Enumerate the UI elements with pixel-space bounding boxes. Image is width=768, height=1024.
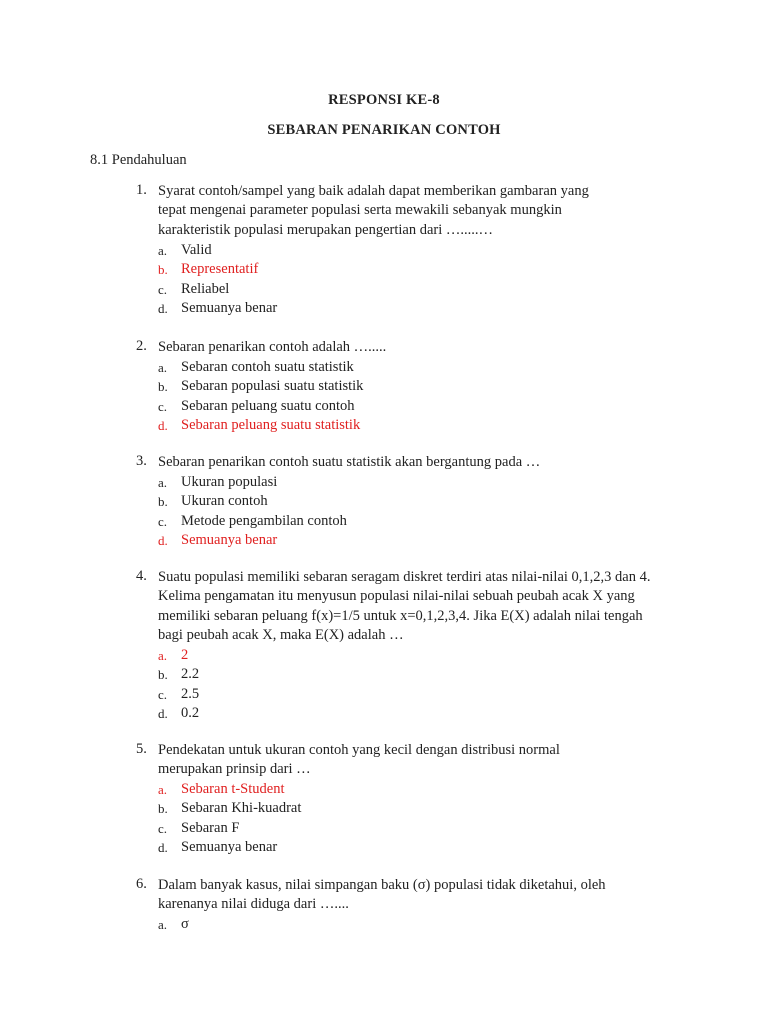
option-letter: a. (158, 360, 168, 375)
option-letter: c. (158, 820, 168, 836)
question-number: 4. (136, 568, 147, 584)
question-number: 2. (136, 338, 147, 354)
question-text-line: Suatu populasi memiliki sebaran seragam diskret terdiri atas nilai-nilai 0,1,2,3 dan 4. (158, 569, 651, 585)
option-letter: c. (158, 398, 168, 414)
question-text (158, 568, 698, 645)
section-heading: 8.1 Pendahuluan (90, 152, 187, 168)
question-text-line: memiliki sebaran peluang f(x)=1/5 untuk x=0,1,2,3,4. Jika E(X) adalah nilai tengah (158, 607, 643, 624)
option-letter: a. (158, 475, 168, 490)
question-text-line: Syarat contoh/sampel yang baik adalah dapat memberikan gambaran yang (158, 183, 589, 199)
question-number: 1. (136, 182, 147, 198)
question-text-line: Pendekatan untuk ukuran contoh yang kecil dengan distribusi normal (158, 742, 560, 758)
question-number: 3. (136, 453, 147, 469)
option-text: Sebaran peluang suatu contoh (181, 397, 355, 414)
option-letter: d. (158, 300, 168, 316)
option-text: Sebaran t-Student (181, 781, 285, 797)
option-letter: d. (158, 705, 168, 721)
question-text-line: merupakan prinsip dari … (158, 761, 311, 778)
option-text: 2.2 (181, 666, 200, 683)
option-letter: d. (158, 417, 168, 433)
option-letter: b. (158, 801, 168, 817)
question-number: 6. (136, 876, 147, 892)
question-text (158, 453, 698, 472)
option-text: Sebaran contoh suatu statistik (181, 359, 354, 375)
document-title: RESPONSI KE-8 (328, 92, 440, 108)
option-text: Sebaran Khi-kuadrat (181, 800, 302, 817)
question-text-line: Dalam banyak kasus, nilai simpangan baku (σ) populasi tidak diketahui, oleh (158, 877, 606, 893)
option-letter: a. (158, 917, 168, 932)
option-text: Semuanya benar (181, 531, 278, 548)
question-text (158, 338, 698, 357)
document-subtitle: SEBARAN PENARIKAN CONTOH (267, 122, 501, 138)
option-text: Sebaran peluang suatu statistik (181, 416, 361, 433)
option-letter: b. (158, 262, 168, 278)
option-text: σ (181, 916, 189, 932)
question-text-line: karenanya nilai diduga dari ….... (158, 896, 349, 913)
option-letter: c. (158, 686, 168, 702)
option-letter: d. (158, 839, 168, 855)
option-text: Reliabel (181, 280, 230, 297)
option-text: Metode pengambilan contoh (181, 512, 347, 529)
question-text-line: karakteristik populasi merupakan pengertian dari ….....… (158, 221, 494, 238)
option-text: Ukuran populasi (181, 474, 278, 490)
option-text: Representatif (181, 261, 259, 278)
option-text: 2 (181, 647, 189, 663)
option-text: Valid (181, 242, 212, 258)
question-text (158, 741, 698, 780)
option-letter: b. (158, 494, 168, 510)
option-text: Semuanya benar (181, 299, 278, 316)
question-text (158, 876, 698, 915)
option-letter: a. (158, 648, 168, 663)
option-letter: b. (158, 667, 168, 683)
option-letter: c. (158, 513, 168, 529)
question-text-line: tepat mengenai parameter populasi serta mewakili sebanyak mungkin (158, 202, 562, 219)
question-text-line: Sebaran penarikan contoh suatu statistik akan bergantung pada … (158, 454, 541, 470)
question-text-line: Kelima pengamatan itu menyusun populasi nilai-nilai sebuah peubah acak X yang (158, 588, 635, 605)
option-text: Sebaran F (181, 819, 240, 836)
option-text: Semuanya benar (181, 838, 278, 855)
question-text-line: bagi peubah acak X, maka E(X) adalah … (158, 626, 404, 643)
option-letter: d. (158, 532, 168, 548)
option-text: Ukuran contoh (181, 493, 268, 510)
question-text (158, 182, 698, 240)
option-letter: c. (158, 281, 168, 297)
option-text: Sebaran populasi suatu statistik (181, 378, 364, 395)
option-text: 2.5 (181, 685, 200, 702)
option-letter: a. (158, 782, 168, 797)
option-letter: a. (158, 243, 168, 258)
question-text-line: Sebaran penarikan contoh adalah …..... (158, 339, 387, 355)
option-letter: b. (158, 379, 168, 395)
option-text: 0.2 (181, 704, 200, 721)
question-number: 5. (136, 741, 147, 757)
